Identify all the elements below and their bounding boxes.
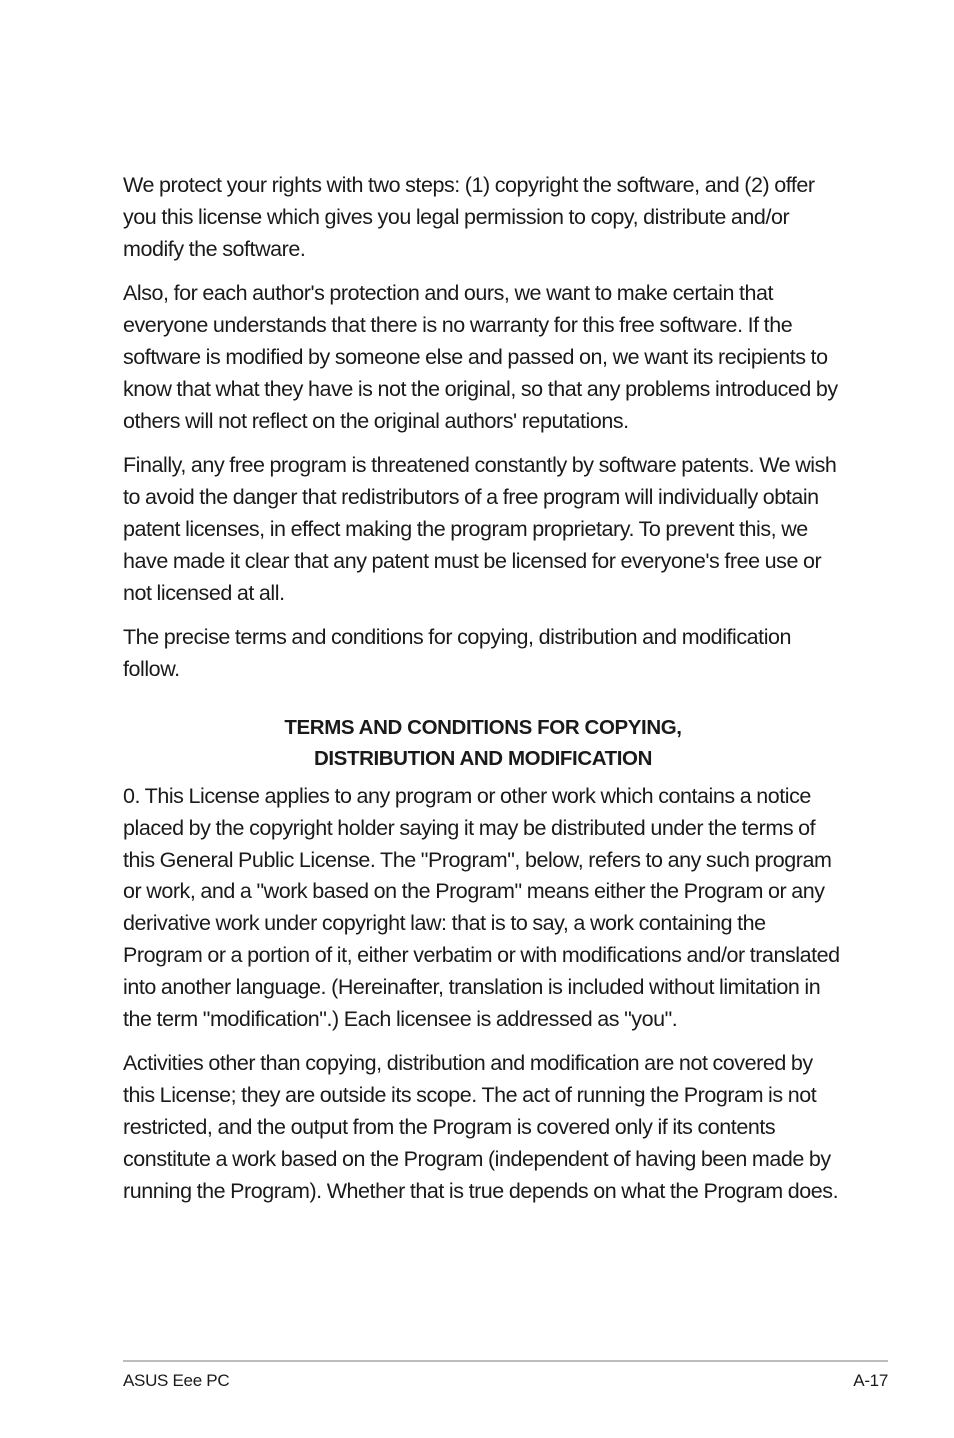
page-body: [123, 170, 843, 1220]
paragraph-activities: Activities other than copying, distribution and modification are not covered by this License; they are outside its scope. The act of running the Program is not restricted, and the output from the Program is covered only if its contents constitute a work based on the Program (independent of having been made by running the Program). Whether that is true depends on what the Program does.: [123, 1051, 839, 1203]
footer-page-number: A-17: [853, 1371, 888, 1390]
paragraph-no-warranty: Also, for each author's protection and ours, we want to make certain that everyone understands that there is no warranty for this free software. If the software is modified by someone else and passed on, we want its recipients to know that what they have is not the original, so that any problems introduced by others will not reflect on the original authors' reputations.: [123, 281, 838, 433]
section-heading-line-1: TERMS AND CONDITIONS FOR COPYING,: [284, 715, 682, 739]
paragraph-patents: Finally, any free program is threatened constantly by software patents. We wish to avoid the danger that redistributors of a free program will individually obtain patent licenses, in effect making the program proprietary. To prevent this, we have made it clear that any patent must be licensed for everyone's free use or not licensed at all.: [123, 453, 837, 605]
section-heading: [123, 712, 843, 775]
section-heading-line-2: DISTRIBUTION AND MODIFICATION: [313, 747, 652, 771]
paragraph-terms-follow: The precise terms and conditions for copying, distribution and modification follow.: [123, 625, 792, 682]
paragraph-clause-0: 0. This License applies to any program or other work which contains a notice placed by the copyright holder saying it may be distributed under the terms of this General Public License. The "Program", below, refers to any such program or work, and a "work based on the Program" means either the Program or any derivative work under copyright law: that is to say, a work containing the Program or a portion of it, either verbatim or with modifications and/or translated into another language. (Hereinafter, translation is included without limitation in the term "modification".) Each licensee is addressed as "you".: [123, 783, 840, 1031]
footer-divider: [123, 1360, 888, 1362]
footer-product-name: ASUS Eee PC: [123, 1371, 230, 1390]
paragraph-rights-steps: We protect your rights with two steps: (1) copyright the software, and (2) offer you this license which gives you legal permission to copy, distribute and/or modify the software.: [123, 173, 815, 261]
